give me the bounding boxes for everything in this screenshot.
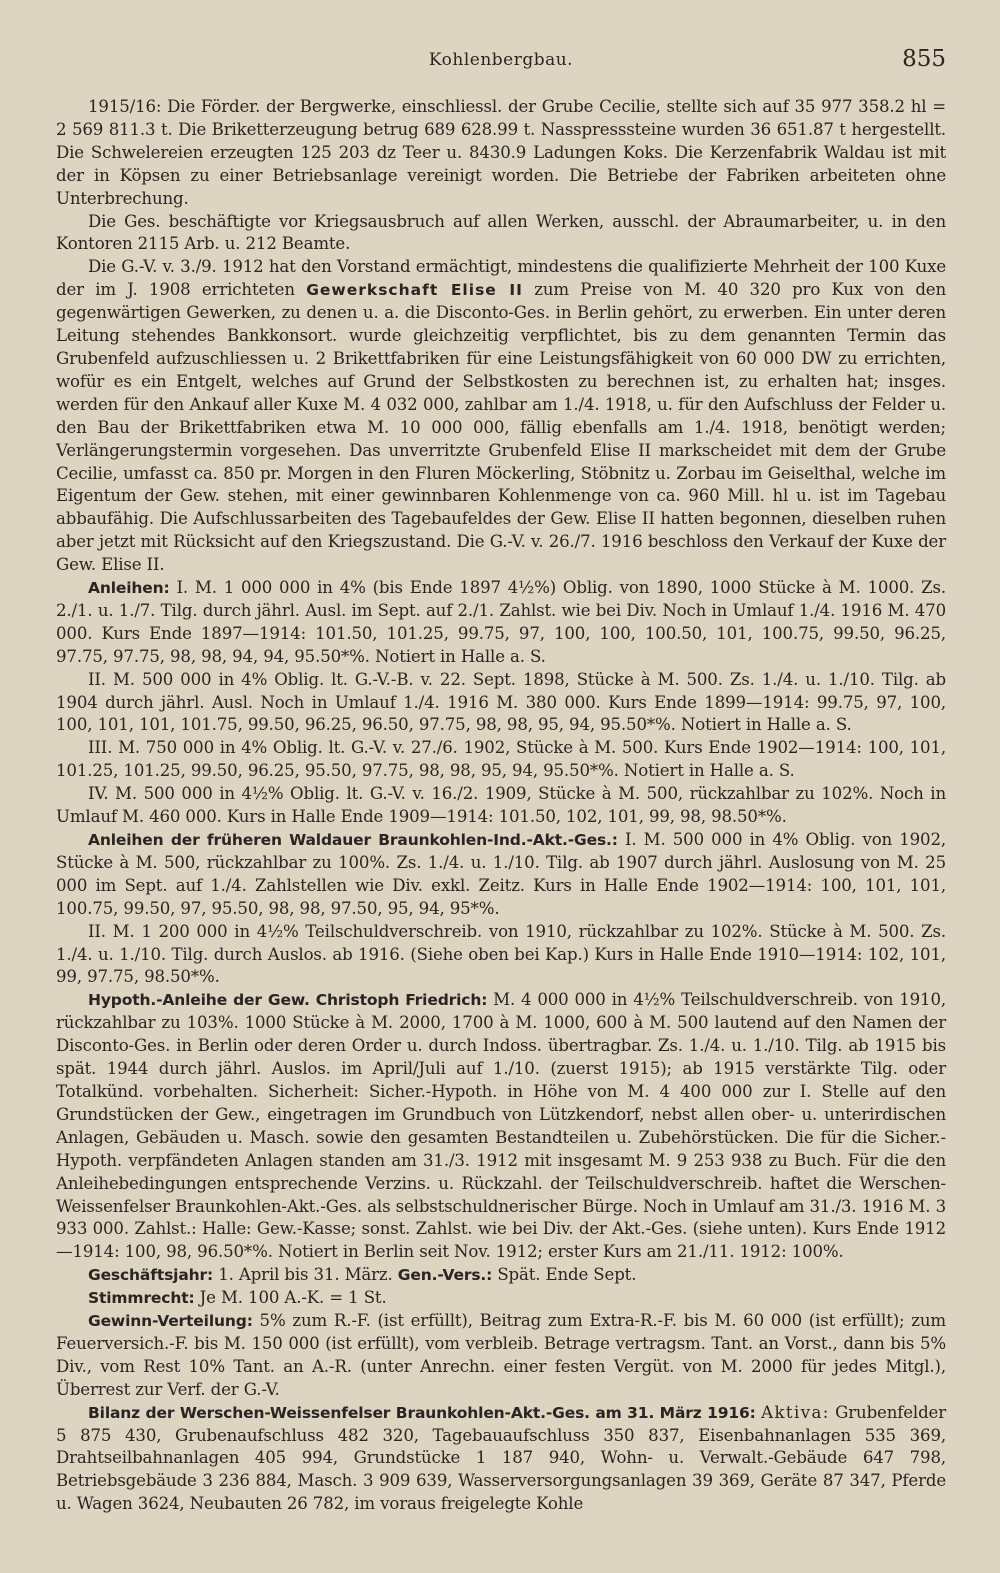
body-text: [56, 96, 946, 1516]
paragraph: [56, 577, 946, 669]
paragraph-text: II. M. 500 000 in 4% Oblig. lt. G.-V.-B. v. 22. Sept. 1898, Stücke à M. 500. Zs. 1./4. u. 1./10. Tilg. ab 1904 durch jährl. Ausl. Noch in Umlauf 1./4. 1916 M. 380 000. Kurs Ende 1899—1914: 99.75, 97, 100, 100, 101, 101, 101.75, 99.50, 96.25, 96.50, 97.75, 98, 98, 95, 94, 95.50*%. Notiert in Halle a. S.: [56, 669, 946, 735]
paragraph: [56, 1402, 946, 1517]
page-header: [56, 44, 946, 96]
paragraph-text: I. M. 1 000 000 in 4% (bis Ende 1897 4½%) Oblig. von 1890, 1000 Stücke à M. 1000. Zs. 2./1. u. 1./7. Tilg. durch jährl. Ausl. im Sept. auf 2./1. Zahlst. wie bei Div. Noch in Umlauf 1./4. 1916 M. 470 000. Kurs Ende 1897—1914: 101.50, 101.25, 99.75, 97, 100, 100, 100.50, 101, 100.75, 99.50, 96.25, 97.75, 97.75, 98, 98, 94, 94, 95.50*%. Notiert in Halle a. S.: [56, 578, 946, 666]
paragraph-text: Die G.-V. v. 3./9. 1912 hat den Vorstand ermächtigt, mindestens die qualifizierte Mehrheit der 100 Kuxe der im J. 1908 errichteten: [56, 257, 946, 300]
paragraph: [56, 211, 946, 257]
paragraph-heading: Hypoth.-Anleihe der Gew. Christoph Friedrich:: [88, 991, 488, 1010]
paragraph: [56, 829, 946, 921]
paragraph-text: Spät. Ende Sept.: [492, 1265, 637, 1285]
paragraph-heading: Gewerkschaft Elise II: [306, 281, 523, 300]
paragraph-heading: Anleihen der früheren Waldauer Braunkohlen-Ind.-Akt.-Ges.:: [88, 831, 618, 849]
paragraph-text: III. M. 750 000 in 4% Oblig. lt. G.-V. v. 27./6. 1902, Stücke à M. 500. Kurs Ende 1902—1914: 100, 101, 101.25, 101.25, 99.50, 96.25, 95.50, 97.75, 98, 98, 95, 94, 95.50*%. Notiert in Halle a. S.: [56, 738, 946, 781]
paragraph-text: I. M. 500 000 in 4% Oblig. von 1902, Stücke à M. 500, rückzahlbar zu 100%. Zs. 1./4. u. 1./10. Tilg. ab 1907 durch jährl. Auslosung von M. 25 000 im Sept. auf 1./4. Zahlstellen wie Div. exkl. Zeitz. Kurs in Halle Ende 1902—1914: 100, 101, 101, 100.75, 99.50, 97, 95.50, 98, 98, 97.50, 95, 94, 95*%.: [56, 830, 946, 918]
paragraph-text: Die Ges. beschäftigte vor Kriegsausbruch auf allen Werken, ausschl. der Abraumarbeiter, u. in den Kontoren 2115 Arb. u. 212 Beamte.: [56, 211, 946, 254]
paragraph: [56, 1310, 946, 1402]
paragraph-heading: Stimmrecht:: [88, 1289, 195, 1308]
paragraph-text: 1. April bis 31. März.: [213, 1265, 398, 1285]
paragraph-text: Je M. 100 A.-K. = 1 St.: [194, 1288, 387, 1308]
paragraph-heading: Gen.-Vers.:: [397, 1266, 493, 1285]
paragraph: [56, 256, 946, 577]
paragraph-text: M. 4 000 000 in 4½% Teilschuldverschreib. von 1910, rückzahlbar zu 103%. 1000 Stücke à M. 2000, 1700 à M. 1000, 600 à M. 500 lautend auf den Namen der Disconto-Ges. in Berlin oder deren Order u. durch Indoss. übertragbar. Zs. 1./4. u. 1./10. Tilg. ab 1915 bis spät. 1944 durch jährl. Auslos. im April/Juli auf 1./10. (zuerst 1915); ab 1915 verstärkte Tilg. oder Totalkünd. vorbehalten. Sicherheit: Sicher.-Hypoth. in Höhe von M. 4 400 000 zur I. Stelle auf den Grundstücken der Gew., eingetragen im Grundbuch von Lützkendorf, nebst allen ober- u. unterirdischen Anlagen, Gebäuden u. Masch. sowie den gesamten Bestandteilen u. Zubehörstücken. Die für die Sicher.-Hypoth. verpfändeten Anlagen standen am 31./3. 1912 mit insgesamt M. 9 253 938 zu Buch. Für die den Anleihebedingungen entsprechende Verzins. u. Rückzahl. der Teilschuldverschreib. haftet die Werschen-Weissenfelser Braunkohlen-Akt.-Ges. als selbstschuldnerischer Bürge. Noch in Umlauf am 31./3. 1916 M. 3 933 000. Zahlst.: Halle: Gew.-Kasse; sonst. Zahlst. wie bei Div. der Akt.-Ges. (siehe unten). Kurs Ende 1912—1914: 100, 98, 96.50*%. Notiert in Berlin seit Nov. 1912; erster Kurs am 21./11. 1912: 100%.: [56, 990, 946, 1262]
paragraph-heading: Bilanz der Werschen-Weissenfelser Braunkohlen-Akt.-Ges. am 31. März 1916:: [88, 1403, 756, 1422]
paragraph-heading: Geschäftsjahr:: [88, 1266, 214, 1285]
paragraph-text: 5% zum R.-F. (ist erfüllt), Beitrag zum Extra-R.-F. bis M. 60 000 (ist erfüllt); zum Feuerversich.-F. bis M. 150 000 (ist erfüllt), vom verbleib. Betrage vertragsm. Tant. an Vorst., dann bis 5% Div., vom Rest 10% Tant. an A.-R. (unter Anrechn. einer festen Vergüt. von M. 2000 für jedes Mitgl.), Überrest zur Verf. der G.-V.: [56, 1311, 946, 1399]
paragraph: [56, 669, 946, 738]
paragraph-text: Grubenfelder 5 875 430, Grubenaufschluss 482 320, Tagebauaufschluss 350 837, Eisenbahnanlagen 535 369, Drahtseilbahnanlagen 405 994, Grundstücke 1 187 940, Wohn- u. Verwalt.-Gebäude 647 798, Betriebsgebäude 3 236 884, Masch. 3 909 639, Wasserversorgungsanlagen 39 369, Geräte 87 347, Pferde u. Wagen 3624, Neubauten 26 782, im voraus freigelegte Kohle: [56, 1402, 947, 1514]
paragraph: [56, 989, 946, 1264]
paragraph-text: IV. M. 500 000 in 4½% Oblig. lt. G.-V. v. 16./2. 1909, Stücke à M. 500, rückzahlbar zu 102%. Noch in Umlauf M. 460 000. Kurs in Halle Ende 1909—1914: 101.50, 102, 101, 99, 98, 98.50*%.: [56, 784, 946, 827]
paragraph-text: zum Preise von M. 40 320 pro Kux von den gegenwärtigen Gewerken, zu denen u. a. die Disconto-Ges. in Berlin gehört, zu erwerben. Ein unter deren Leitung stehendes Bankkonsort. wurde gleichzeitig verpflichtet, bis zu dem genannten Termin das Grubenfeld aufzuschliessen u. 2 Brikettfabriken für eine Leistungsfähigkeit von 60 000 DW zu errichten, wofür es ein Entgelt, welches auf Grund der Selbstkosten zu berechnen ist, zu erhalten hat; insges. werden für den Ankauf aller Kuxe M. 4 032 000, zahlbar am 1./4. 1918, u. für den Aufschluss der Felder u. den Bau der Brikettfabriken etwa M. 10 000 000, fällig ebenfalls am 1./4. 1918, benötigt werden; Verlängerungstermin vorgesehen. Das unverritzte Grubenfeld Elise II markscheidet mit dem der Grube Cecilie, umfasst ca. 850 pr. Morgen in den Fluren Möckerling, Stöbnitz u. Zorbau im Geiselthal, welche im Eigentum der Gew. stehen, mit einer gewinnbaren Kohlenmenge von ca. 960 Mill. hl u. ist im Tagebau abbaufähig. Die Aufschlussarbeiten des Tagebaufeldes der Gew. Elise II hatten begonnen, dieselben ruhen aber jetzt mit Rücksicht auf den Kriegszustand. Die G.-V. v. 26./7. 1916 beschloss den Verkauf der Kuxe der Gew. Elise II.: [56, 280, 947, 575]
paragraph: [56, 737, 946, 783]
paragraph-heading: Aktiva:: [761, 1402, 830, 1422]
paragraph: [56, 1287, 946, 1310]
paragraph: [56, 96, 946, 211]
paragraph: [56, 921, 946, 990]
paragraph-text: II. M. 1 200 000 in 4½% Teilschuldverschreib. von 1910, rückzahlbar zu 102%. Stücke à M. 500. Zs. 1./4. u. 1./10. Tilg. durch Auslos. ab 1916. (Siehe oben bei Kap.) Kurs in Halle Ende 1910—1914: 102, 101, 99, 97.75, 98.50*%.: [56, 921, 946, 987]
running-title: Kohlenbergbau.: [428, 50, 574, 70]
paragraph-heading: Anleihen:: [88, 579, 170, 598]
paragraph: [56, 783, 946, 829]
page-number: 855: [902, 46, 946, 72]
paragraph: [56, 1264, 946, 1287]
paragraph-heading: Gewinn-Verteilung:: [88, 1312, 253, 1331]
paragraph-text: 1915/16: Die Förder. der Bergwerke, einschliessl. der Grube Cecilie, stellte sich auf 35 977 358.2 hl = 2 569 811.3 t. Die Briketterzeugung betrug 689 628.99 t. Nasspresssteine wurden 36 651.87 t hergestellt. Die Schwelereien erzeugten 125 203 dz Teer u. 8430.9 Ladungen Koks. Die Kerzenfabrik Waldau ist mit der in Köpsen zu einer Betriebsanlage vereinigt worden. Die Betriebe der Fabriken arbeiteten ohne Unterbrechung.: [56, 97, 946, 208]
